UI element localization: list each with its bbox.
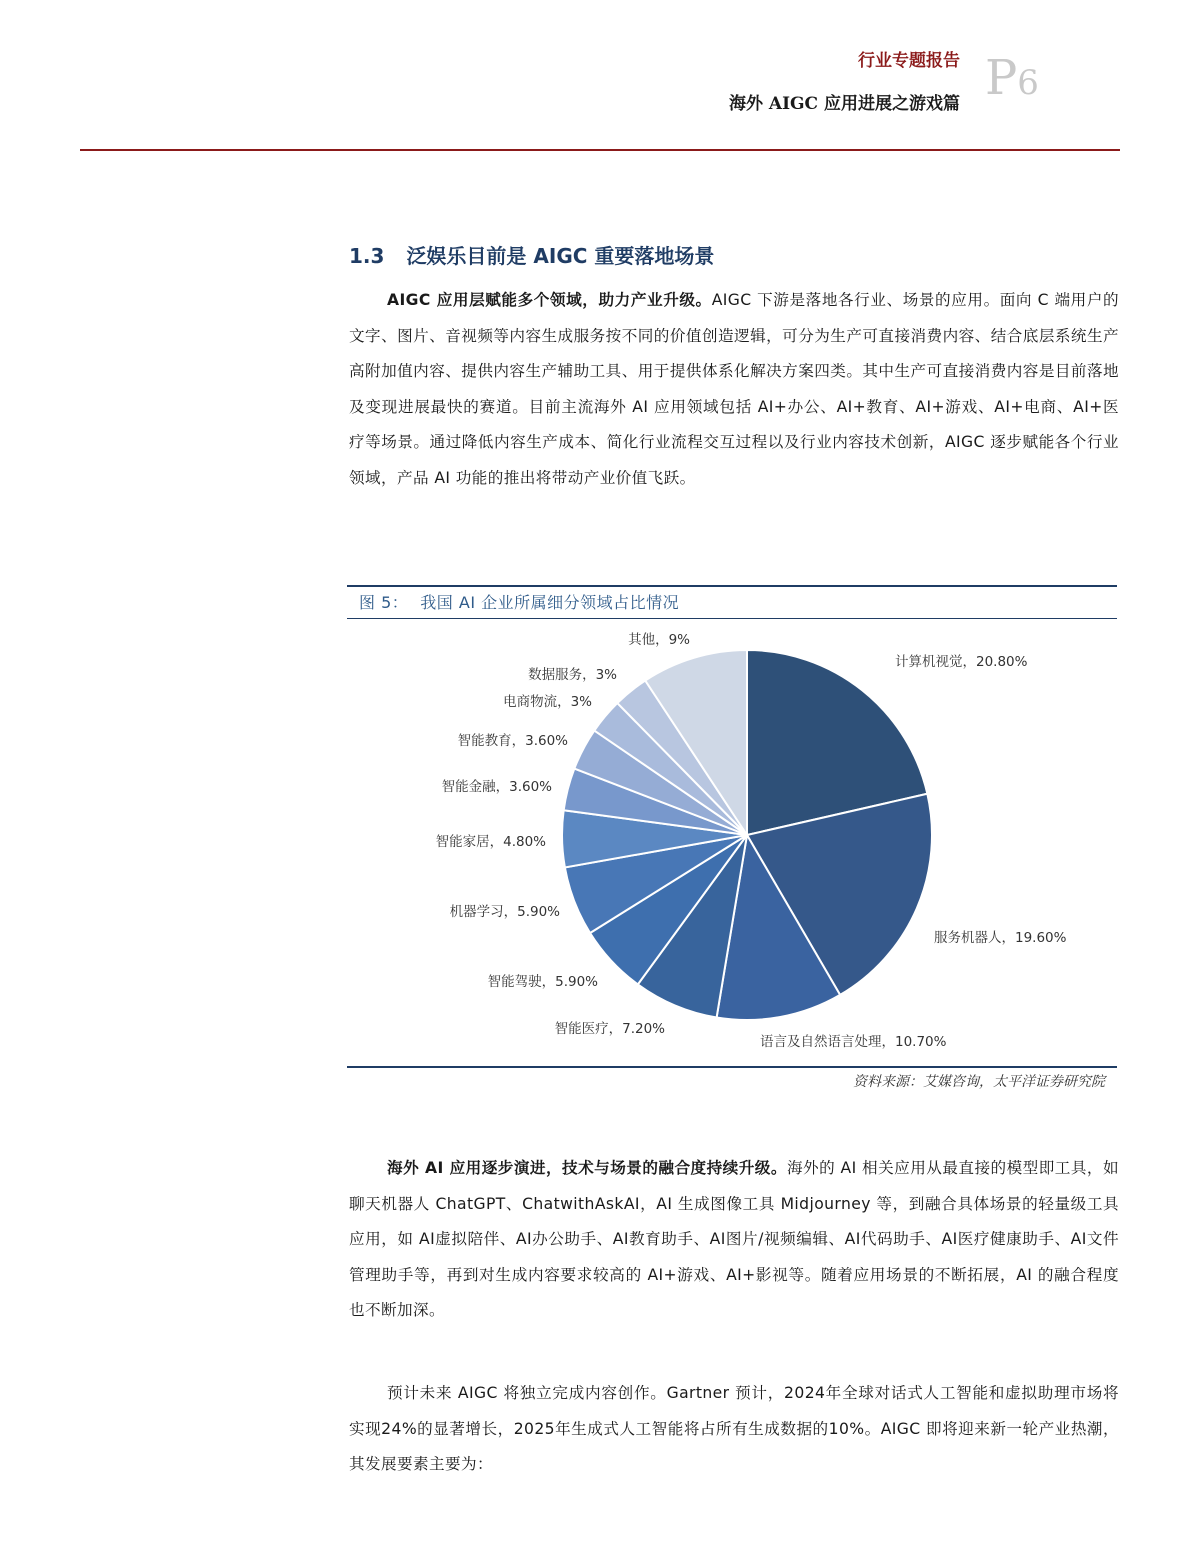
figure-top-rule: [347, 585, 1117, 587]
header-divider: [80, 149, 1120, 151]
section-title: [349, 240, 714, 269]
figure-number: 图 5：: [359, 593, 409, 612]
figure-source: 资料来源：艾媒咨询，太平洋证券研究院: [853, 1074, 1105, 1090]
pie-label-10: 电商物流，3%: [503, 694, 592, 710]
report-title: 海外 AIGC 应用进展之游戏篇: [728, 94, 960, 114]
pie-label-5: 智能驾驶，5.90%: [487, 974, 598, 990]
paragraph-1: [349, 283, 1119, 496]
page-number: [985, 50, 1039, 106]
figure-bottom-rule: [347, 1066, 1117, 1068]
figure-caption: [359, 590, 679, 613]
pie-label-7: 智能家居，4.80%: [435, 834, 546, 850]
pie-label-4: 智能医疗，7.20%: [554, 1021, 665, 1037]
paragraph-2-lead: 海外 AI 应用逐步演进，技术与场景的融合度持续升级。: [387, 1159, 787, 1177]
page-letter: P: [985, 50, 1018, 106]
section-title-text: 泛娱乐目前是 AIGC 重要落地场景: [406, 244, 715, 268]
pie-chart: [347, 620, 1117, 1064]
pie-label-1: 计算机视觉，20.80%: [895, 654, 1028, 670]
pie-label-2: 服务机器人，19.60%: [934, 930, 1067, 946]
paragraph-2-body: 海外的 AI 相关应用从最直接的模型即工具，如聊天机器人 ChatGPT、ChatwithAskAI，AI 生成图像工具 Midjourney 等，到融合具体场景的轻量级工具应用，如 AI虚拟陪伴、AI办公助手、AI教育助手、AI图片/视频编辑、AI代码助手、AI医疗健康助手、AI文件管理助手等，再到对生成内容要求较高的 AI+游戏、AI+影视等。随着应用场景的不断拓展，AI 的融合程度也不断加深。: [349, 1159, 1119, 1319]
page-digit: 6: [1017, 63, 1039, 103]
pie-label-6: 机器学习，5.90%: [449, 904, 560, 920]
paragraph-3-body: 预计未来 AIGC 将独立完成内容创作。Gartner 预计，2024年全球对话式人工智能和虚拟助理市场将实现24%的显著增长，2025年生成式人工智能将占所有生成数据的10%。AIGC 即将迎来新一轮产业热潮，其发展要素主要为：: [349, 1384, 1119, 1473]
figure-title: 我国 AI 企业所属细分领域占比情况: [420, 593, 680, 612]
paragraph-3: [349, 1376, 1119, 1483]
pie-label-9: 智能教育，3.60%: [457, 733, 568, 749]
paragraph-2: [349, 1151, 1119, 1329]
section-number: 1.3: [349, 244, 385, 268]
pie-label-12: 其他，9%: [628, 632, 690, 648]
pie-label-8: 智能金融，3.60%: [441, 779, 552, 795]
paragraph-1-body: AIGC 下游是落地各行业、场景的应用。面向 C 端用户的文字、图片、音视频等内容生成服务按不同的价值创造逻辑，可分为生产可直接消费内容、结合底层系统生产高附加值内容、提供内容生产辅助工具、用于提供体系化解决方案四类。其中生产可直接消费内容是目前落地及变现进展最快的赛道。目前主流海外 AI 应用领域包括 AI+办公、AI+教育、AI+游戏、AI+电商、AI+医疗等场景。通过降低内容生产成本、简化行业流程交互过程以及行业内容技术创新，AIGC 逐步赋能各个行业领域，产品 AI 功能的推出将带动产业价值飞跃。: [349, 291, 1119, 487]
pie-label-3: 语言及自然语言处理，10.70%: [760, 1034, 947, 1050]
figure-caption-rule: [347, 618, 1117, 619]
paragraph-1-lead: AIGC 应用层赋能多个领域，助力产业升级。: [387, 291, 712, 309]
pie-slices: [562, 650, 932, 1020]
report-type: 行业专题报告: [858, 51, 960, 71]
pie-label-11: 数据服务，3%: [528, 667, 617, 683]
